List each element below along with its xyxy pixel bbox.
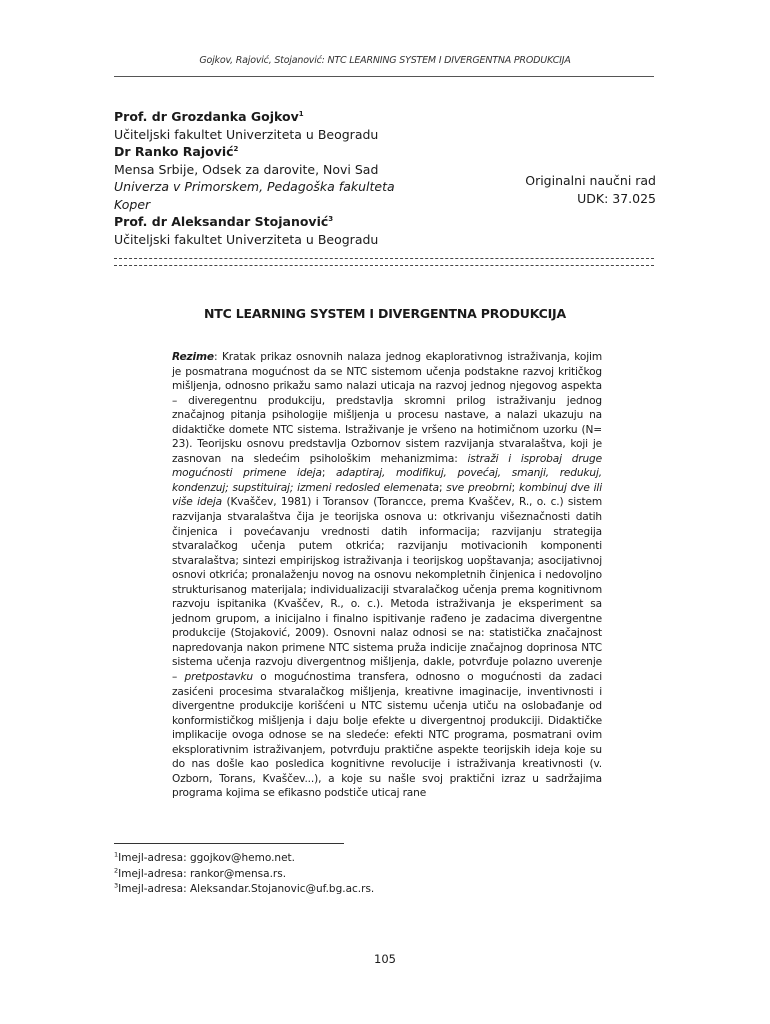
section-separator [114,258,654,266]
author-affiliation-3: Učiteljski fakultet Univerziteta u Beogradu [114,231,379,247]
header-rule [114,76,654,77]
abstract-text-1: : Kratak prikaz osnovnih nalaza jednog ekaplorativnog istraživanja, kojim je posmatrana mogućnost da se NTC sistemom učenja podstakne razvoj kritičkog mišljenja, odnosno prikažu samo nalazi uticaja na razvoj jednog njegovog aspekta – diveregentnu produkciju, predstavlja skromni prilog istraživanju jednog značajnog pitanja psihologije mišljenja u procesu nastave, a nalazi ukazuju na didaktičke domete NTC sistema. Istraživanje je vršeno na hotimičnom uzorku (N= 23). Teorijsku osnovu predstavlja Ozbornov sistem razvijanja stvaralaštva, koji je zasnovan na sledećim psihološkim mehanizmima: [172,351,602,465]
udk-code: UDK: 37.025 [577,190,656,206]
author-block [114,108,434,248]
paper-type: Originalni naučni rad [525,173,656,188]
footnote-1: $^1$Imejl-adresa: ggojkov@hemo.net. [114,850,295,864]
author-affiliation-2: Mensa Srbije, Odsek za darovite, Novi Sad [114,161,379,177]
footnote-email-2[interactable]: Imejl-adresa: rankor@mensa.rs. [118,867,287,880]
abstract-italic-5: pretpostavku [184,671,253,684]
footnotes [114,851,374,898]
abstract-sep-3: ; [511,481,519,494]
footnote-3: $^3$Imejl-adresa: Aleksandar.Stojanovic@uf.bg.ac.rs. [114,881,375,895]
author-name-1: Prof. dr Grozdanka Gojkov$^1$ [114,109,304,124]
abstract-italic-2: adaptiraj, modifikuj, povećaj, smanji, redukuj, kondenzuj; supstituiraj; izmeni redosled elemenata [172,467,602,494]
footnote-rule [114,843,344,844]
abstract-italic-4: kombinuj dve ili više ideja [172,481,603,509]
footnote-ref-1: 1 [298,109,304,118]
author-name-2: Dr Ranko Rajović$^2$ [114,144,239,159]
running-header: Gojkov, Rajović, Stojanović: NTC LEARNING SYSTEM I DIVERGENTNA PRODUKCIJA [199,55,571,66]
author-affiliation-2b: Univerza v Primorskem, Pedagoška fakulteta Koper [114,179,395,212]
abstract-italic-1: istraži i isprobaj druge mogućnosti primene ideja [172,452,603,480]
footnote-ref-2: 2 [233,144,239,153]
abstract-sep-1: ; [321,467,337,480]
paper-classification [525,172,656,207]
abstract-label: Rezime [172,351,214,363]
abstract-sep-2: ; [438,481,447,494]
paper-title: NTC LEARNING SYSTEM I DIVERGENTNA PRODUKCIJA [204,306,566,321]
author-affiliation-1: Učiteljski fakultet Univerziteta u Beogradu [114,126,379,142]
footnote-email-3[interactable]: Imejl-adresa: Aleksandar.Stojanovic@uf.bg.ac.rs. [118,883,375,895]
abstract-italic-3: sve preobrni [446,481,512,494]
footnote-email-1[interactable]: Imejl-adresa: ggojkov@hemo.net. [118,852,295,864]
author-name-3: Prof. dr Aleksandar Stojanović$^3$ [114,214,334,229]
footnote-2: $^2$Imejl-adresa: rankor@mensa.rs. [114,866,287,880]
footnote-ref-3: 3 [328,214,334,223]
abstract-text-3: o mogućnostima transfera, odnosno o mogućnosti da zadaci zasićeni procesima stvaralačkog mišljenja, kreativne imaginacije, inventivnosti i divergentne produkcije korišćeni u NTC sistemu učenja utiču na oslobađanje od konformističkog mišljenja i daju bolje efekte u divergentnoj produkciji. Didaktičke implikacije ovoga odnose se na sledeće: efekti NTC programa, posmatrani ovim eksplorativnim istraživanjem, potvrđuju praktične aspekte teorijskih ideja koje su do nas došle kao posledica kognitivne revolucije i istraživanja kreativnosti (v. Ozborn, Torans, Kvaščev...), a koje su našle svoj praktični izraz u sadržajima programa kojima se efikasno podstiče uticaj rane [172,671,602,800]
abstract [172,350,602,801]
abstract-text-2: (Kvaščev, 1981) i Toransov (Torancce, prema Kvaščev, R., o. c.) sistem razvijanja stvaralaštva čija je teorijska osnova u: otkrivanju višeznačnosti datih činjenica i povećavanju vrednosti datih informacija; razvijanju strategija stvaralačkog učenja putem otkrića; razvijanju motivacionih komponenti stvaralaštva; sintezi empirijskog istraživanja i teorijskog uopštavanja; asocijativnoj osnovi otkrića; pronalaženju novog na osnovu nekompletnih činjenica i nedovoljno strukturisanog materijala; individualizaciji stvaralačkog učenja prema kognitivnom razvoju ispitanika (Kvaščev, R., o. c.). Metoda istraživanja je eksperiment sa jednom grupom, a inicijalno i finalno ispitivanje rađeno je zadacima divergentne produkcije (Stojaković, 2009). Osnovni nalaz odnosi se na: statistička značajnost napredovanja nakon primene NTC sistema pruža indicije značajnog doprinosa NTC sistema učenja razvoju divergentnog mišljenja, dakle, potvrđuje polazno uverenje – [172,496,602,684]
page-number: 105 [374,952,396,966]
